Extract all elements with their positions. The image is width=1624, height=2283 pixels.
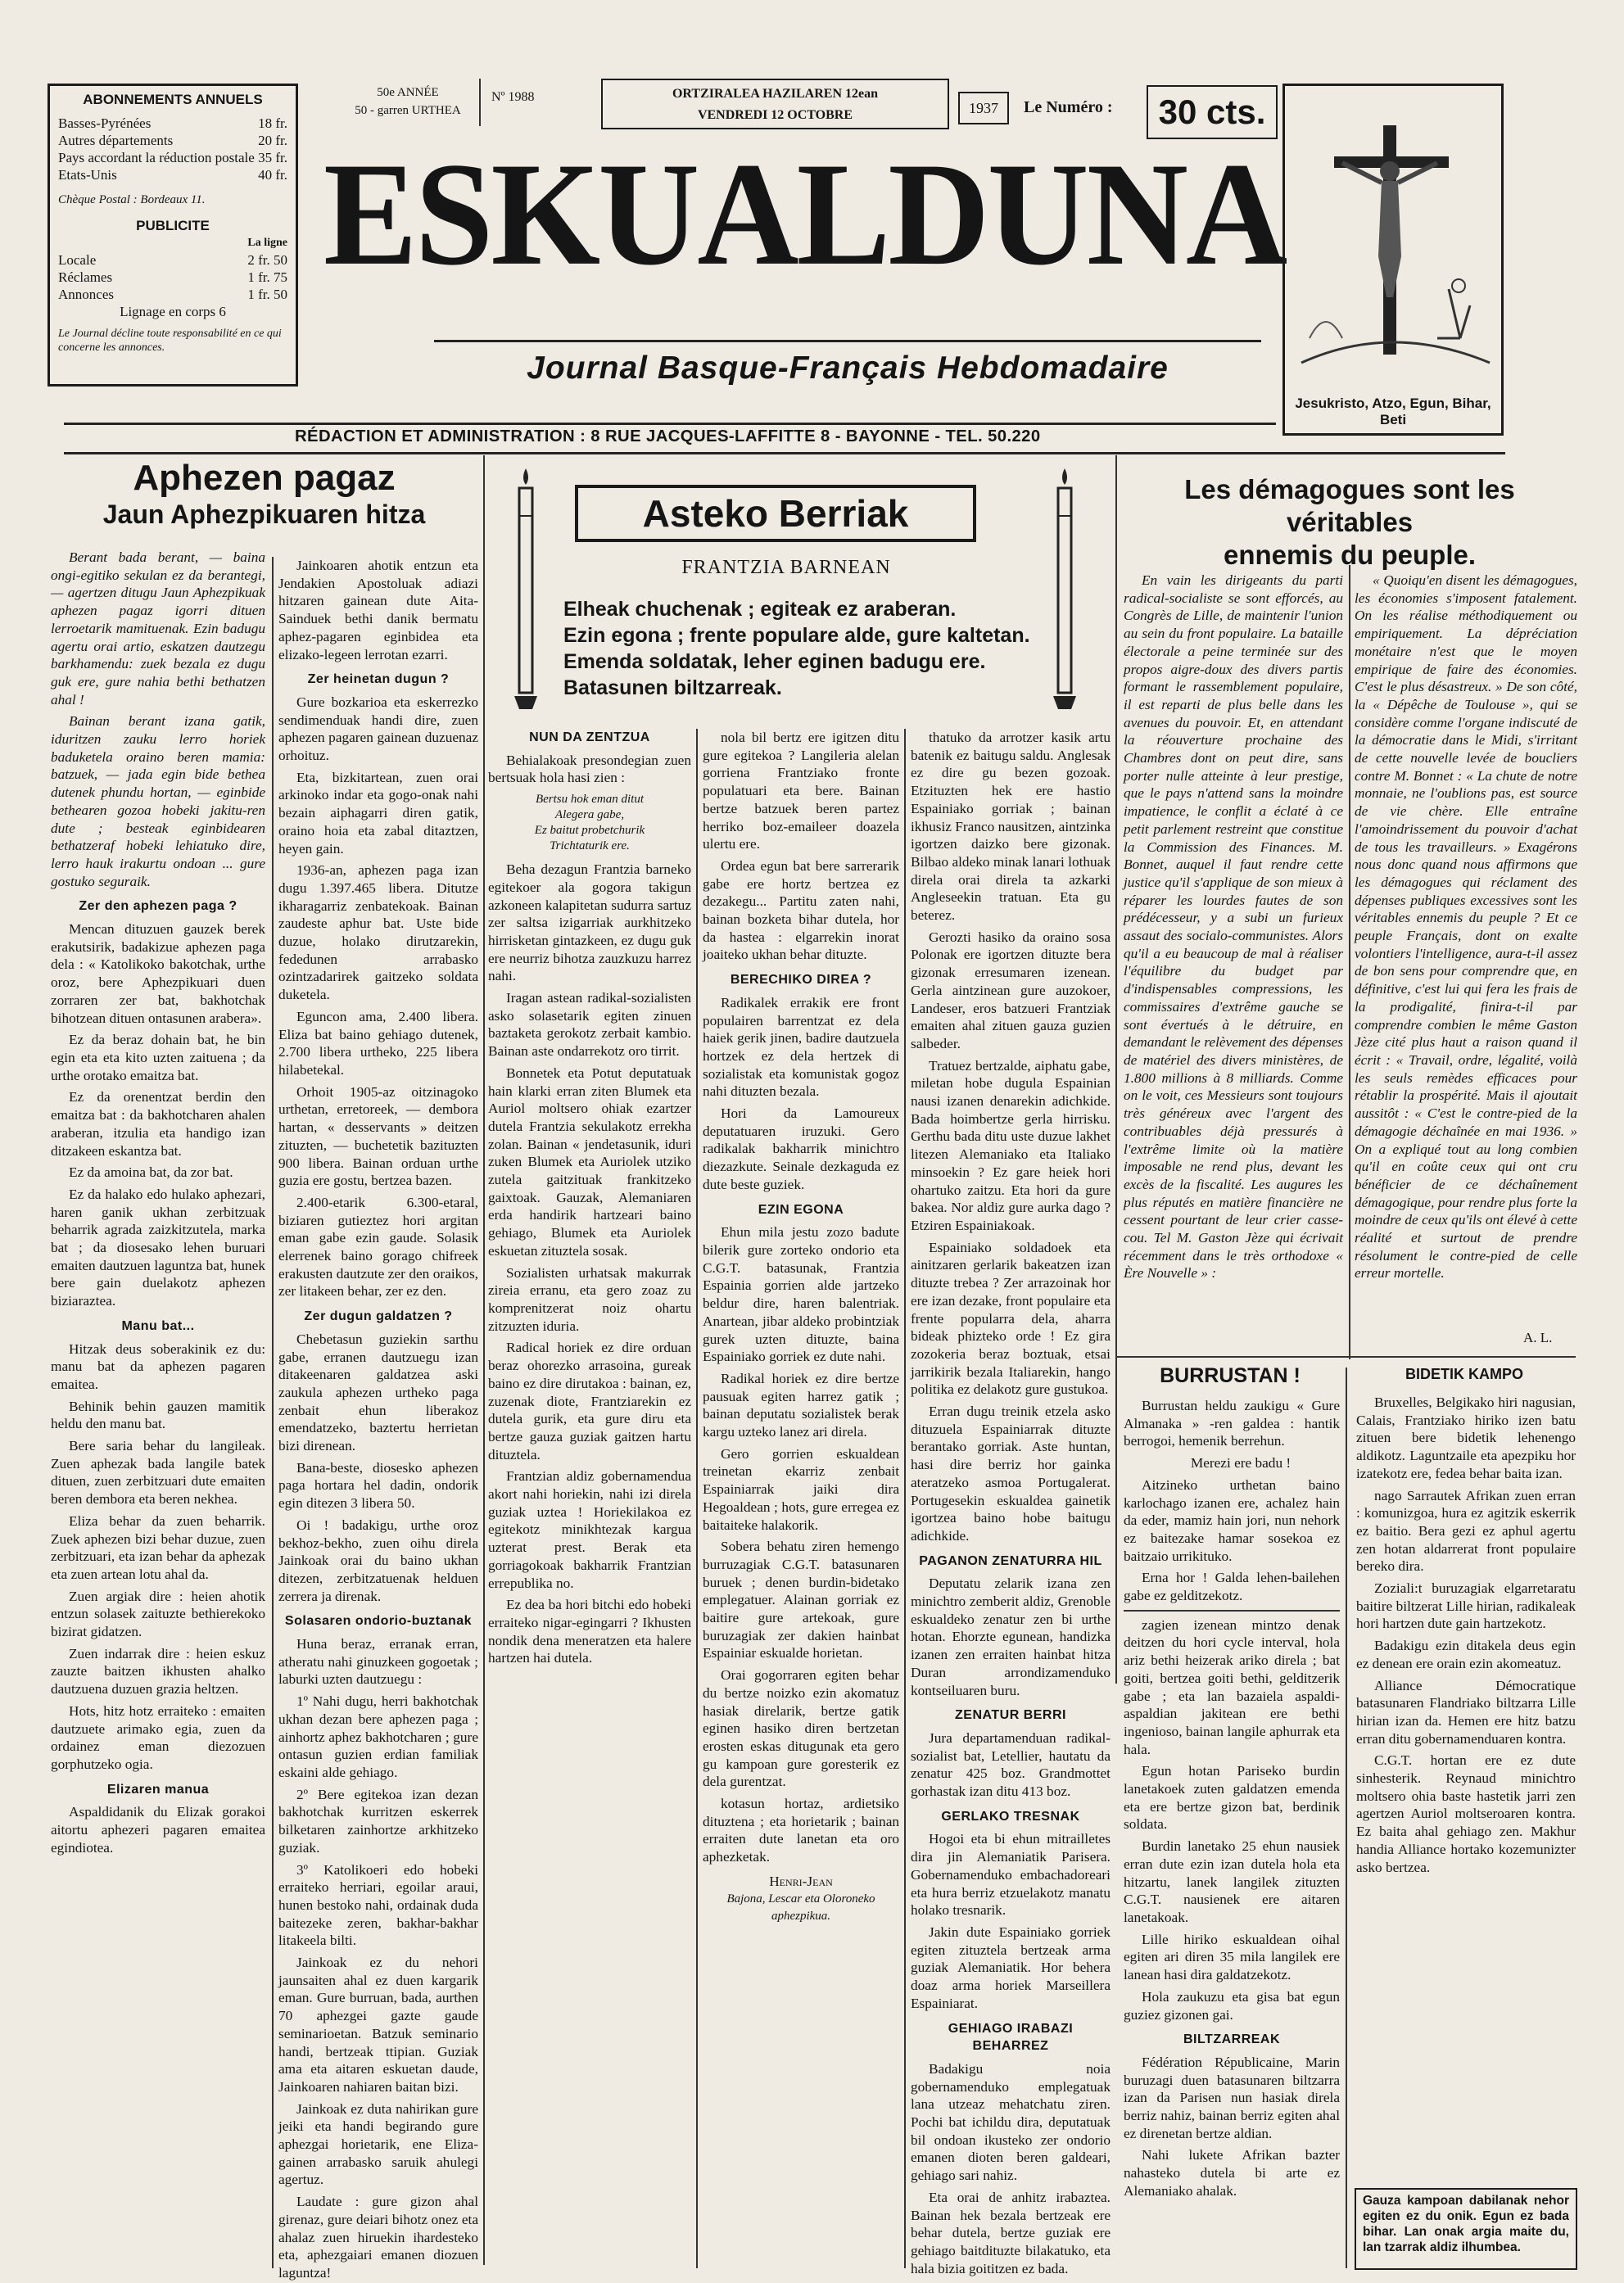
colA-p6: Radical horiek ez dire orduan beraz ohorezko arrasoina, gureak baino ez dire dirutakoa : bainan, ez, zuzenak diote, Frantziarekin ez dutela gurik, eta gure diru eta bertze gauza guziak gaitzen hartu dituztela. xyxy=(488,1340,691,1462)
pub-col-head: La ligne xyxy=(247,237,287,249)
bidetik-boxed-note: Gauza kampoan dabilanak nehor egiten ez du onik. Egun ez bada bihar. Lan onak argia maite du, lan tzarrak aldiz ilhumbea. xyxy=(1355,2188,1577,2270)
burrustan-p2: Merezi ere badu ! xyxy=(1190,1455,1292,1472)
colC-p3: Tratuez bertzalde, aiphatu gabe, miletan hobe dugula Espainian nausi izanen denarekin adichkide. Bada hoimbertze gerla hirrisku. Gerthu bada ditu uste duzue lakhet litezen Alemaniako eta Italiako minsoekin ? Ez gare heiek hori ohartuko zaitzu. Eta hori da gure bakea. Nor aldiz gure aurka dago ? Etziren Espainiakoak. xyxy=(911,1057,1111,1233)
col1-p4: Ez da amoina bat, da zor bat. xyxy=(69,1164,233,1181)
burrustan-text xyxy=(1124,1397,1340,2268)
crucifix-emblem-box xyxy=(1282,84,1504,436)
col2-p17: Laudate : gure gizon ahal girenaz, gure deiari bihotz onez eta ahalaz zuen hiruekin ihardesteko eta, aphezgaiari emanen diozuen laguntza! xyxy=(278,2194,478,2281)
year: 1937 xyxy=(958,92,1009,124)
verse-line-2: Alegera gabe, xyxy=(554,808,625,822)
colC-p9: Jakin dute Espainiako gorriek egiten zituztela bertzeak arma guziak Alemaniatik. Hor behera doaz arma horiek Marseillera Espainiarat. xyxy=(911,1924,1111,2011)
editorial-title-line-1: Les démagogues sont les véritables xyxy=(1184,474,1515,537)
address-line: RÉDACTION ET ADMINISTRATION : 8 RUE JACQUES-LAFFITTE 8 - BAYONNE - TEL. 50.220 xyxy=(295,427,1041,445)
burrustan-p4: Erna hor ! Galda lehen-bailehen gabe ez gelditzekotz. xyxy=(1124,1570,1340,1604)
subscription-row-price: 40 fr. xyxy=(258,167,287,183)
center-colC xyxy=(911,729,1111,2276)
colB-p9: Orai gogorraren egiten behar du bertze noizko ezin akomatuz hasiak direlarik, bertze gatik eginen hasiko diren bertzetan erosten eskas ditugunak eta gero gu kampoan gure goresterik ez dela gurentzat. xyxy=(703,1667,899,1790)
burrustan-p7: Burdin lanetako 25 ehun nausiek erran dute ezin izan dutela hola eta hitzartu, lanek langilek zituzten C.G.T. nausienek ere aitaren lanetakoak. xyxy=(1124,1838,1340,1925)
col2-p11: Huna beraz, erranak erran, atheratu nahi ginuzkeen gogoetak ; laburki uzten dautzuegu : xyxy=(278,1636,478,1688)
col1-p7: Behinik behin gauzen mamitik heldu den manu bat. xyxy=(51,1398,265,1432)
subscriptions-list xyxy=(58,115,287,183)
headline-1: Elheak chuchenak ; egiteak ez araberan. xyxy=(563,598,957,621)
colA-p1: Behialakoak presondegian zuen bertsuak hola hasi zien : xyxy=(488,752,691,786)
publicite-row xyxy=(58,286,287,303)
headline-block xyxy=(563,596,1071,701)
subscription-row xyxy=(58,166,287,183)
col1-p5: Ez da halako edo hulako aphezari, haren ganik ukhan zerbitzuak beharrik agrada zaizkitzutela, marka bat ; da diosesako lehen buruari emaiten dautzuen laguntza bat, hunek bere gain duelakotz aphezen biziaraztea. xyxy=(51,1186,265,1309)
annee-eu: 50 - garren URTHEA xyxy=(355,104,461,117)
bidetik-p4: Badakigu ezin ditakela deus egin ez denean ere orain ezin akomeatuz. xyxy=(1356,1638,1576,1671)
subscription-row xyxy=(58,149,287,166)
crucifix-icon xyxy=(1285,93,1501,371)
publicite-row xyxy=(58,269,287,286)
editorial-colA xyxy=(1124,572,1343,1348)
col1-intro: Berant bada berant, — baina ongi-egitiko sekulan ez da berantegi, — agertzen ditugu Jaun Aphezpikuak aphezen pagaz igorri dituen lerroetarik mamituenak. Ezin badugu agertu orai artio, eskatzen dautzegu barkhamendu: zuek bezala ez dugu guk ere, gure nahia bethi bethatzen ahal ! xyxy=(51,549,265,708)
year-edition xyxy=(351,84,465,120)
col1-text xyxy=(51,549,265,2268)
signature-title: Bajona, Lescar eta Oloroneko aphezpikua. xyxy=(726,1892,875,1924)
colC-subhead-1: PAGANON ZENATURRA HIL xyxy=(919,1553,1102,1568)
colA-p3: Iragan astean radikal-sozialisten asko solasetarik egiten zinuen baztaketa gerokotz zerbait kambio. Bainan aste ondarrekotz oro tirrit. xyxy=(488,990,691,1060)
colB-last: kotasun hortaz, ardietsiko dituztena ; eta horietarik ; bainan erraiten dute lanetan eta oro aphezketak. xyxy=(703,1796,899,1865)
col2-p14: 3º Katolikoeri edo hobeki erraiteko herriari, egoilar araui, hunen bestoko nahi, ordainak duda baitezeke zeren, bakhar-bakhar litakeela bilti. xyxy=(278,1861,478,1949)
subscription-row-price: 35 fr. xyxy=(258,150,287,165)
colA-p5: Sozialisten urhatsak makurrak zireia erranu, eta gero zoaz zu komprenitzerat noiz ohartu zitzuzten iduria. xyxy=(488,1264,691,1334)
colB-p8: Sobera behatu ziren hemengo burruzagiak C.G.T. batasunaren buruek ; denen burdin-bidetako emplegatuer. Alainan gorriak ez baitire gure artekoak, gure buruzagiak zer dakien hainbat Espainiar eskualde horietan. xyxy=(703,1539,899,1661)
subscriptions-box xyxy=(47,84,298,387)
date-fr: VENDREDI 12 OCTOBRE xyxy=(697,108,853,122)
col1-subhead-1: Zer den aphezen paga ? xyxy=(79,899,237,914)
col2-p7: 2.400-etarik 6.300-etaral, biziaren gutieztez hori argitan eman gabe ezin gaude. Solasik elerrenek baino gorago chifreek erakusten dautzute zer den oraikos, zer litakeen behar, zer ez den. xyxy=(278,1194,478,1300)
col1-p1: Mencan dituzuen gauzek berek erakutsirik, badakizue aphezen paga dela : « Katolikoko bakotchak, urthe oroz, bere Aphezpikuari duen zorraren zer bat, bakhotchak bihotzean dituen ontasunen arabera». xyxy=(51,921,265,1026)
colA-p2: Beha dezagun Frantzia barneko egitekoer ala gogora takigun azkoneen kalapitetan sudurra sartuz zer saltsa izigarriak aurkhitzeko hirrisketan gintazkeen, ez dugu guk ere neurriz bihotza zauzkuzu harrez nahi. xyxy=(488,861,691,984)
subscription-row-label: Etats-Unis xyxy=(58,167,117,183)
subscription-row-price: 20 fr. xyxy=(258,133,287,148)
verse-line-3: Ez baitut probetchurik xyxy=(534,824,645,838)
col2-p16: Jainkoak ez duta nahirikan gure jeiki eta handi begirando gure aphezgai horietarik, ene Eliza-gainen arrabasko saruik ahulegi agertuz. xyxy=(278,2100,478,2188)
disclaimer: Le Journal décline toute responsabilité en ce qui concerne les annonces. xyxy=(58,328,282,354)
colA-p8: Ez dea ba hori bitchi edo hobeki erraiteko nigar-egingarri ? Ikhusten nondik dena meneratzen eta halere hartzen hai dutela. xyxy=(488,1597,691,1666)
col1-p6: Hitzak deus soberakinik ez du: manu bat da aphezen pagaren emaitea. xyxy=(51,1340,265,1392)
burrustan-p10: Fédération Républicaine, Marin buruzagi duen batasunaren biltzarra izan da Parisen nun hasiak direla berriz nahiz, bainan berriz egiten ahal ez direnetan bertze aldian. xyxy=(1124,2054,1340,2141)
subscription-row-label: Autres départements xyxy=(58,133,174,148)
subscription-row xyxy=(58,132,287,149)
bidetik-p2: nago Sarrautek Afrikan zuen erran : komunizgoa, hura ez agitzik eskerrik ez baitio. Bera gezi ez aphul agertu zen hotan aldarrerat front populaire bereko dira. xyxy=(1356,1487,1576,1575)
center-colA xyxy=(488,729,691,2268)
publicite-row-label: Locale xyxy=(58,252,97,268)
col2-p8: Chebetasun guziekin sarthu gabe, erranen dautzuegu izan ditakeenaren galdatzea aski zaukula aphezen urtheko paga zenbait ehun liberakoz emendatzeko, baztertu herrietan bizi direnean. xyxy=(278,1331,478,1454)
colC-p8: Hogoi eta bi ehun mitrailletes dira jin Alemaniatik Parisera. Gobernamenduko embachadoreari eta hura berriz etzuelakotz manatu holako tresnarik. xyxy=(911,1831,1111,1919)
cheque-postal: Chèque Postal : Bordeaux 11. xyxy=(58,193,206,206)
editorial-title-line-2: ennemis du peuple. xyxy=(1223,540,1477,570)
verse xyxy=(488,792,691,854)
banner-frame xyxy=(575,485,976,542)
col2-p3: Eta, bizkitartean, zuen orai arkinoko indar eta gogo-onak nahi bezain aiphagarri diren gatik, oraino hoia eta zabal ditaztzen, heyen gain. xyxy=(278,769,478,857)
annee-fr: 50e ANNÉE xyxy=(377,86,439,99)
col2-p2: Gure bozkarioa eta eskerrezko sendimenduak handi dire, zuen aphezen pagaren gainean duzuenaz orhoituz. xyxy=(278,694,478,764)
burrustan-p11: Nahi lukete Afrikan bazter nahasteko dutela bi arte ez Alemaniako ahalak. xyxy=(1124,2147,1340,2199)
price-label: Le Numéro : xyxy=(1024,98,1113,116)
col2-text xyxy=(278,557,478,2281)
colC-p1: thatuko da arrotzer kasik artu batenik ez baitugu saldu. Anglesak ez dire gu bezen gozoak. Etzituzten hek ere hastio Espainiako gorriak ; bainan ikhusiz Franco nausitzen, aintzinka igortzen daizko bere gizonak. Bilbao aldeko minak lanari lothuak direla orai direla ta azkarki Angleseekin tratuan. Eta gu beterez. xyxy=(911,730,1111,924)
publicite-row-label: Réclames xyxy=(58,269,113,285)
colC-p7: Jura departamenduan radikal-sozialist bat, Letellier, hautatu da zenatur 425 boz. Grandmottet gorhastak izan ditu 413 boz. xyxy=(911,1729,1111,1800)
col2-subhead-3: Solasaren ondorio-buztanak xyxy=(284,1614,473,1629)
masthead-subtitle: Journal Basque-Français Hebdomadaire xyxy=(527,350,1169,386)
subscription-row-label: Pays accordant la réduction postale xyxy=(58,150,255,165)
col2-p5: Eguncon ama, 2.400 libera. Eliza bat baino gehiago dutenek, 2.700 libera urtheko, 225 libera hilabetekal. xyxy=(278,1008,478,1078)
colB-subhead-1: BERECHIKO DIREA ? xyxy=(730,973,872,988)
colC-subhead-2: ZENATUR BERRI xyxy=(955,1708,1066,1723)
col2-subhead-2: Zer dugun galdatzen ? xyxy=(304,1309,453,1324)
publicite-row-price: 2 fr. 50 xyxy=(247,252,287,268)
headline-2: Ezin egona ; frente populare alde, gure kaltetan. xyxy=(563,624,1030,647)
bidetik-p3: Zoziali:t buruzagiak elgarretaratu baitire biltzerat Lille hirian, radikaleak hori hartzen dute gain hartzekotz. xyxy=(1356,1580,1576,1632)
colB-p5: Ehun mila jestu zozo badute bilerik gure zorteko ondorio eta C.G.T. batasunak, Frantzia Espainia gorrien alde jartzeko beldur dire, haren balentriak. Anartean, jibar aldeko probintziak gurek uzten dituzte, baina Espainiako gorriek ez dute nahi. xyxy=(703,1224,899,1365)
subscription-row-label: Basses-Pyrénées xyxy=(58,115,152,131)
editorial-signature: A. L. xyxy=(1523,1330,1553,1345)
signature: Henri-Jean xyxy=(769,1873,833,1889)
colB-p1: nola bil bertz ere igitzen ditu gure egitekoa ? Langileria alelan gorriena Frantziako fronte populatuari eta bere. Bainan bertze batzuek beren partez herriko boz-emaileer doazela ulertu ere. xyxy=(703,730,899,852)
colB-subhead-2: EZIN EGONA xyxy=(758,1202,844,1217)
publicite-row-price: 1 fr. 75 xyxy=(247,269,287,285)
col2-p15: Jainkoak ez du nehori jaunsaiten ahal ez duen kargarik eman. Gure burruan, bada, aurthen 70 aphezgei gazte gaude seminarioetan. Batzuk seminario handi, bertzeak ttipian. Guziak ama eta aitaren eskuetan daude, Jainkoaren nahiaren baitan bizi. xyxy=(278,1955,478,2095)
publicite-row xyxy=(58,251,287,269)
col1-subhead-3: Elizaren manua xyxy=(106,1782,210,1797)
col1-p3: Ez da orenentzat berdin den emaitza bat : da bakhotcharen ahalen araberan, itzulia eta handigo izan ditzakeen eskantza bat. xyxy=(51,1089,265,1159)
verse-line-1: Bertsu hok eman ditut xyxy=(535,793,645,807)
editorial-colB xyxy=(1355,572,1577,1325)
col2-subhead-1: Zer heinetan dugun ? xyxy=(307,672,450,687)
colC-subhead-3: GERLAKO TRESNAK xyxy=(941,1809,1080,1824)
col2-p1: Jainkoaren ahotik entzun eta Jendakien Apostoluak adiazi hitzaren gainean dute Aita-Sainduek bethi danik bermatu aphez-pagaren eginbidea eta elizako-legeen lerrotan ezarri. xyxy=(278,558,478,662)
bidetik-p1: Bruxelles, Belgikako hiri nagusian, Calais, Frantziako hiriko izen batu zituen bere bidetik lehenengo aldikotz. Laguntzaile eta apezpiku hor izatekotz ere, fedea behar baita izan. xyxy=(1356,1395,1576,1481)
colC-subhead-4: GEHIAGO IRABAZI BEHARREZ xyxy=(948,2021,1074,2054)
colB-p3: Radikalek errakik ere front populairen barrentzat ez dela haiek gerik jinen, badire dautzuela hortzek ez dela hertzek di sozialistak eta komunistak gogoz nahi dituzten bezala. xyxy=(703,994,899,1100)
date-eu: ORTZIRALEA HAZILAREN 12ean xyxy=(672,87,879,101)
subscriptions-title: ABONNEMENTS ANNUELS xyxy=(83,92,263,107)
col1-intro2: Bainan berant izana gatik, iduritzen zauku lerro horiek baduketela oraino beren mamia: batzuek, — jada egin bide bethea dutenek phundu hortan, — eginbide bethearen gozoa hobeki jakitu-ren dute ; besteak eginbidearen bethatzeraf hobeki lehiatuko dire, lerro hauk irakurtu ondoan ... gure gostuko seguraik. xyxy=(51,713,265,889)
col1-p10: Zuen argiak dire : heien ahotik entzun solasek zaituzte bethierekoko bizirat gidatzen. xyxy=(51,1588,265,1640)
burrustan-p3: Aitzineko urthetan baino karlochago izanen ere, achalez hain da eder, mamiz hain jori, nun nehork ez baitezake hamar sosekoa ez baitzaio urrikituko. xyxy=(1124,1476,1340,1564)
burrustan-title: BURRUSTAN ! xyxy=(1160,1364,1301,1387)
section-title: FRANTZIA BARNEAN xyxy=(681,557,891,578)
banner-title: Asteko Berriak xyxy=(642,492,909,535)
col2-p9: Bana-beste, diosesko aphezen paga hortara hel dadin, ondorik egin ditezen 3 libera 50. xyxy=(278,1459,478,1512)
colC-p6: Deputatu zelarik izana zen minichtro zemberit aldiz, Grenoble eskualdeko zenatur zen bi urthe hotan. Ehorzte egunean, handizka izanen zen erraiten hainbat hitza Duran arrondizamenduko kontseiluaren buru. xyxy=(911,1575,1111,1698)
colA-p4: Bonnetek eta Potut deputatuak hain klarki erran ziten Blumek eta Auriol moltsero ohiak ezartzer dutela Frantzia sekulakotz errekha zolan. Bainan « jendetasunik, iduri zuken Blumek eta Auriolek utziko zutela gaitzituak frankitzeko gaixtoak. Gauzak, Alemaniaren erda handirik hartzeari baino gehiago, Blumek eta Auriolek eskuetan zituztela sosak. xyxy=(488,1065,691,1259)
date-box xyxy=(601,79,949,129)
editorial-title xyxy=(1120,473,1579,572)
col2-p12: 1º Nahi dugu, herri bakhotchak ukhan dezan bere aphezen paga ; ainhortz aphez bakhotcharen ; gure ontasun guzien erdian familiak eskaini alde gehiago. xyxy=(278,1693,478,1780)
col1-p8: Bere saria behar du langileak. Zuen aphezak bada langile batek dituen, zuen zerbitzuari dute emaiten beren dembora eta beren nekhea. xyxy=(51,1438,265,1508)
burrustan-p5: zagien izenean mintzo denak deitzen du hori cycle interval, hola ariz bethi heizerak ariko direla ; bat goiti, bertzea goiti bethi, gelditzerik gabe ; eta lan bazaiela aspaldi-aspaldian jakitean ere bethi ingenioso, bainan langile aphurrak eta hala. xyxy=(1124,1616,1340,1757)
burrustan-p8: Lille hiriko eskualdean oihal egiten ari diren 35 mila langilek ere lanean hasi dira galdatzekotz. xyxy=(1124,1931,1340,1983)
motto: Jesukristo, Atzo, Egun, Bihar, Beti xyxy=(1295,396,1491,427)
col2-p13: 2º Bere egitekoa izan dezan bakhotchak kurritzen eskerrek bilketaren zainhortze arkhitzeko guziak. xyxy=(278,1786,478,1856)
col1-subhead-2: Manu bat... xyxy=(121,1318,195,1333)
bidetik-title: BIDETIK KAMPO xyxy=(1405,1366,1523,1382)
article-title-aphezen-pagaz: Aphezen pagaz xyxy=(133,458,396,498)
col1-p13: Hots, hitz hotz erraiteko : emaiten dautzuete arimako egia, zuen da ordainez eman diezozuen gorphutzeko ogia. xyxy=(51,1702,265,1772)
colB-p4: Hori da Lamoureux deputatuaren iruzuki. Gero radikalak bakharrik minichtro diezazkute. Seinale dezkaguda ez dute beste guziek. xyxy=(703,1105,899,1192)
burrustan-p9: Hola zaukuzu eta gisa bat egun guziez gizonen gai. xyxy=(1124,1988,1340,2023)
col1-p12: Aspaldidanik du Elizak gorakoi aitortu aphezeri pagaren emaitea egindiotea. xyxy=(51,1804,265,1856)
colB-p6: Radikal horiek ez dire bertze pausuak egiten harrez gatik ; bainan deputatu sozialistek berak kargu uzteko lanez ari direla. xyxy=(703,1370,899,1440)
asteko-berriak-header xyxy=(491,459,1107,712)
article-subtitle: Jaun Aphezpikuaren hitza xyxy=(102,500,426,529)
masthead-title: ESKUALDUNA xyxy=(323,133,1286,296)
burrustan-p6: Egun hotan Pariseko burdin lanetakoek zuten galdatzen emenda eta ere bertze gizon bat, berdinik soldata. xyxy=(1124,1763,1340,1833)
bidetik-p6: C.G.T. hortan ere ez dute sinhesterik. Reynaud minichtro moltsero ohia baste hastetik jarri zen agertzen Auriol moltseroaren kontra. Ez baita ahal gehiago zen. Makhur handia Alliance hortako kozemunizter asko bertzea. xyxy=(1356,1752,1576,1875)
colC-p11: Eta orai de anhitz irabaztea. Bainan hek bezala bertzeak ere behar dutela, bertze guziak ere gehiago baitdituzte bilakatuko, eta hala bizia goititzen ez bada. xyxy=(911,2189,1111,2276)
colB-p7: Gero gorrien eskualdean treinetan ekarriz zenbait Espainiarrak jaiki dira Hegoaldean ; hots, gure erregea ez baitaiteke halakorik. xyxy=(703,1445,899,1533)
colC-p2: Gerozti hasiko da oraino sosa Polonak ere igortzen dituzte bera gizonak erresumaren izenean. Gerla aintzinean gure auzokoer, Landeser, eros batzueri Frantziak emaiten ahal zituen gauza guzien salbeder. xyxy=(911,929,1111,1051)
issue-number: Nº 1988 xyxy=(491,90,535,104)
bidetik-p5: Alliance Démocratique batasunaren Flandriako biltzarra Lille hirian izan da. Hemen ere hitz batzu erran ditu gobernamenduaren kontra. xyxy=(1356,1677,1576,1747)
subscription-row xyxy=(58,115,287,132)
publicite-row-label: Annonces xyxy=(58,287,114,302)
colA-subhead-1: NUN DA ZENTZUA xyxy=(529,730,650,744)
colC-p4: Espainiako soldadoek eta ainitzaren gerlarik bakeatzen izan dituzte trebea ? Zer arrazoinak hor ere izan dezake, front populaire eta frente popularra dela, aharra bideak phizteko orde ! Ez gira zozokeria beraz boztuak, etsai jarrikirik bezala Italiarekin, hango politika ez delakotz gure gustukoa. xyxy=(911,1239,1111,1398)
col2-p4: 1936-an, aphezen paga izan dugu 1.397.465 libera. Ditutze ikharagarriz zenbatekoak. Bainan zaudeste aphur bat. Uste bide duzue, holako dirutzarekin, fededunen arrabasko ozintzadarirek gaitzeko soldata duketela. xyxy=(278,862,478,1003)
bidetik-text xyxy=(1356,1394,1576,2180)
headline-3: Emenda soldatak, leher eginen badugu ere. xyxy=(563,650,986,673)
col1-p2: Ez da beraz dohain bat, he bin egin eta eta kito uzten zaituena ; da urthe orotako emaitza bat. xyxy=(51,1032,265,1083)
colC-p10: Badakigu noia gobernamenduko emplegatuak lana utzeaz mehatchatu ziren. Pochi bat ichildu dira, deputatuak bil ondoan ikusteko zer ondorio emanen dioten beren galdeari, gehiago sari nahiz. xyxy=(911,2060,1111,2184)
colA-p7: Frantzian aldiz gobernamendua akort nahi horiekin, nahi izi direla guziak uztea ! Horiekilakoa ez egitekotz minikhtezak kargua uzterat prest. Berak eta gorriagokoak bakharrik Frantzian errepublika no. xyxy=(488,1468,691,1591)
headline-4: Batasunen biltzarreak. xyxy=(563,676,782,699)
center-colB xyxy=(703,729,899,2268)
col2-p6: Orhoit 1905-az oitzinagoko urthetan, erretoreek, — dembora hartan, « desservants » deitzen zituzten, — buchetetik bazituzten 900 libera. Bainan orduan urthe guzia ere gostu, bertzea bazen. xyxy=(278,1083,478,1189)
colC-p5: Erran dugu treinik etzela asko dituzuela Espainiarrak dituzte berantako gorriak. Aste huntan, hasi dire berriz hor gainka ateratzeko asmoa Portugalerat. Portugesekin eskualdea gainetik igortzea baino hobe baitugu adichkide. xyxy=(911,1404,1111,1544)
editorial-colA-text: En vain les dirigeants du parti radical-socialiste se sont efforcés, au Congrès de Lille, de maintenir l'union au sein du front populaire. La bataille électorale a peine terminée sur des propos aigre-doux des divers partis formant le rassemblement populaire, il est reparti de plus belle dans les avenues du pouvoir. Et, en attendant la réouverture prochaine des Chambres dont on peut dire, sans porter nulle atteinte à leur prestige, que le pays n'attend sans la moindre impatience, le conflit a éclaté à ce petit parlement restreint que constitue la Commission des Finances. M. Bonnet, auquel il faut rendre cette justice qu'il s'applique de son mieux à réparer les lourdes fautes de son prédécesseur, y a subi un furieux assaut des socialo-communistes. Alors qu'il a eu beaucoup de mal à réaliser l'équilibre du budget par d'indispensables compressions, les commissaires d'extrême gauche se sont évertués à le détruire, en demandant le relèvement des dépenses de matériel des divers ministères, de 1.800 millions à 8 milliards. Comme on le voit, ces Messieurs sont toujours très généreux avec l'argent des contribuables déjà pressurés à l'extrême limite où la matière imposable ne rend plus, devant les excès de la fiscalité. Les augures les plus réputés en matière financière ne cessent pourtant de leur crier casse-cou. Tel M. Gaston Jèze qui écrivait récemment dans le très orthodoxe « Ère Nouvelle » : xyxy=(1124,572,1343,1282)
candle-left-icon xyxy=(509,467,542,712)
subscription-row-price: 18 fr. xyxy=(258,115,287,131)
biltzarreak-subhead: BILTZARREAK xyxy=(1183,2032,1281,2047)
publicite-title: PUBLICITE xyxy=(136,218,210,233)
verse-line-4: Trichtaturik ere. xyxy=(550,839,630,853)
col1-p9: Eliza behar da zuen beharrik. Zuek aphezen bizi behar duzue, zuen zerbitzuari, eta izan behar da aphezak eta zuen artean lotu ahal da. xyxy=(51,1512,265,1582)
colB-p2: Ordea egun bat bere sarrerarik gabe ere hortz bertzea ez dezakegu... Partitu zaten nahi, bainan bozketa bihar dutela, hor da hastea : elgarrekin inorat joaiteko ukhan behar dituzte. xyxy=(703,857,899,963)
editorial-colB-text: « Quoiqu'en disent les démagogues, les économies s'imposent fatalement. On les réalise méthodiquement ou empiriquement. La dépréciation monétaire n'est que le moyen empirique de faire des économies. C'est le plus désastreux. » De son côté, la « Dépêche de Toulouse », qui se considère comme l'organe indiscuté de la démocratie dans le Midi, s'irritant de cette nouvelle levée de boucliers contre M. Bonnet : « La chute de notre monnaie, ne l'oublions pas, est source de vie chère. Elle entraîne l'amoindrissement du pouvoir d'achat de tous les travailleurs. » Exagérons nous donc quand nous affirmons que les démagogues qui réclament des dépenses publiques excessives sont les véritables ennemis du peuple ? Et ce peuple Français, dont on exalte volontiers l'intelligence, aura-t-il assez de bon sens pour comprendre que, en définitive, c'est lui qui fera les frais de la prodigalité, finira-t-il par comprendre combien le même Gaston Jèze cité plus haut a raison quand il écrit : « Travail, ordre, légalité, voilà les seuls remèdes efficaces pour rétablir la prospérité. Mais il ajoutait aussitôt : « C'est le contre-pied de la démagogie déchaînée en mai 1936. » On a expliqué tout au long combien qu'il en coûte ceux qui ont cru bénéficier de ce déchaînement démagogique, pour rendre plus forte la moindre de ceux qu'ils ont élevé à cette réalité et surtout de prendre résolument le contre-pied de celle erreur mortelle. xyxy=(1355,572,1577,1282)
publicite-list xyxy=(58,251,287,303)
col2-p10: Oi ! badakigu, urthe oroz bekhoz-bekho, zuen oihu direla Jainkoak orai du baino ukhan ditezen, zerbitzatuenak helduen zerrera ja direnak. xyxy=(278,1517,478,1604)
price: 30 cts. xyxy=(1147,85,1278,139)
col1-p11: Zuen indarrak dire : heien eskuz zauzte baitzen ikhusten ahalko dautzuena duzuen grazia heltzen. xyxy=(51,1645,265,1698)
publicite-row-price: 1 fr. 50 xyxy=(247,287,287,302)
burrustan-p1: Burrustan heldu zaukigu « Gure Almanaka » -ren galdea : hantik berrogoi, hemenik berrehun. xyxy=(1124,1398,1340,1449)
lignage-note: Lignage en corps 6 xyxy=(120,304,226,319)
